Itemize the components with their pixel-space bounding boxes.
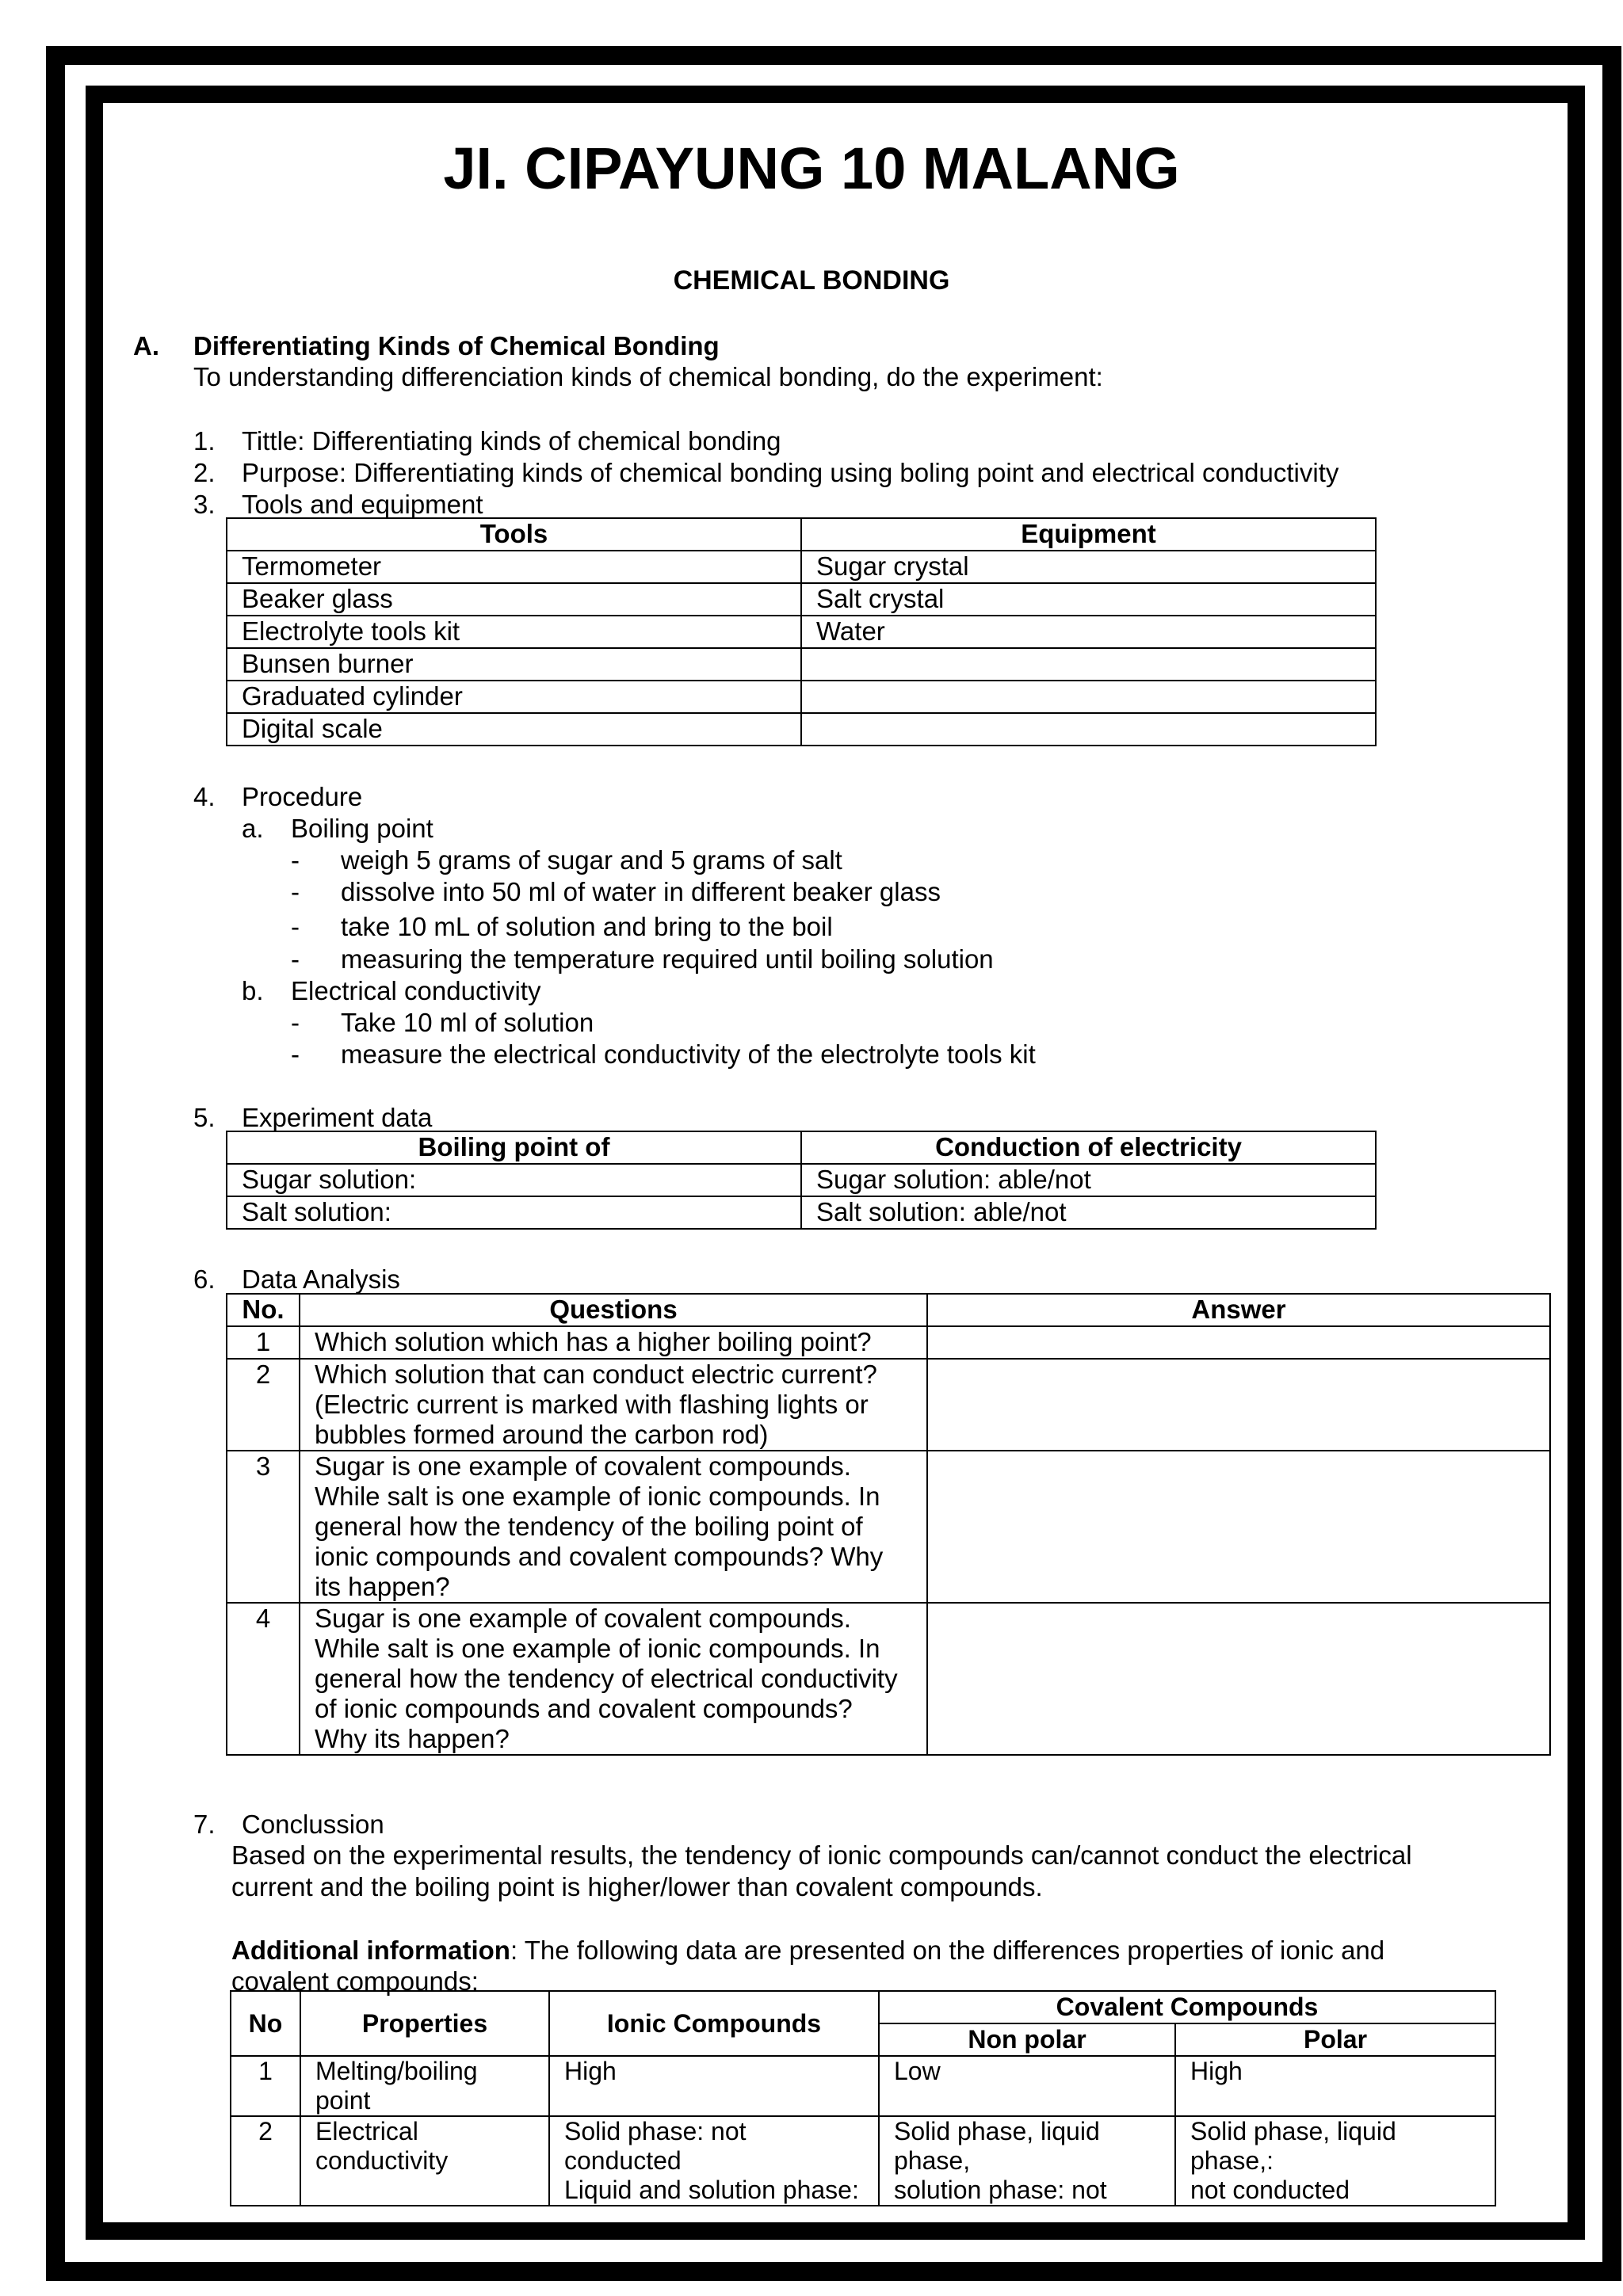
section-heading: Differentiating Kinds of Chemical Bonding: [193, 331, 720, 360]
table-cell: [879, 2116, 1175, 2206]
answer-cell: [927, 1451, 1550, 1603]
table-cell: Sugar solution: able/not: [801, 1164, 1376, 1196]
table-cell: Salt solution:: [227, 1196, 801, 1229]
table-row: [227, 1196, 1376, 1229]
row-number: 2: [227, 1359, 300, 1451]
additional-info: [231, 1935, 1384, 1966]
tools-table: [226, 517, 1377, 746]
table-row: [227, 551, 1376, 583]
cell-line: Low: [894, 2057, 941, 2085]
procedure-step: measure the electrical conductivity of the electrolyte tools kit: [341, 1039, 1036, 1069]
table-cell: Melting/boiling point: [300, 2056, 549, 2116]
item-purpose: Purpose: Differentiating kinds of chemical bonding using boling point and electrical conductivity: [242, 458, 1339, 487]
table-cell: [549, 2116, 879, 2206]
row-number: 4: [227, 1603, 300, 1755]
question-line: While salt is one example of ionic compounds. In: [315, 1482, 880, 1511]
experiment-table: [226, 1131, 1377, 1230]
question-cell: [300, 1451, 927, 1603]
section-intro: To understanding differenciation kinds of chemical bonding, do the experiment:: [193, 362, 1103, 391]
bullet-dash: -: [291, 845, 300, 875]
procedure-step: weigh 5 grams of sugar and 5 grams of salt: [341, 845, 842, 875]
additional-info-text: covalent compounds:: [231, 1966, 479, 1996]
table-row: [227, 1603, 1550, 1755]
answer-cell: [927, 1359, 1550, 1451]
item-tools-heading: Tools and equipment: [242, 490, 483, 519]
procedure-step: dissolve into 50 ml of water in different beaker glass: [341, 877, 941, 906]
row-number: 1: [231, 2056, 300, 2116]
question-line: ionic compounds and covalent compounds? Why: [315, 1542, 884, 1571]
item-number: 1.: [193, 426, 216, 456]
table-cell: Beaker glass: [227, 583, 801, 616]
table-cell: [801, 648, 1376, 681]
table-header: Boiling point of: [227, 1131, 801, 1164]
bullet-dash: -: [291, 912, 300, 941]
table-header: No: [231, 1991, 300, 2056]
question-line: its happen?: [315, 1572, 450, 1601]
question-line: general how the tendency of the boiling point of: [315, 1512, 863, 1541]
table-cell: Salt solution: able/not: [801, 1196, 1376, 1229]
question-line: Sugar is one example of covalent compounds.: [315, 1604, 851, 1633]
table-row: [227, 713, 1376, 746]
item-number: 2.: [193, 458, 216, 487]
table-cell: [801, 713, 1376, 746]
question-line: (Electric current is marked with flashing lights or: [315, 1390, 869, 1419]
table-cell: [1175, 2056, 1495, 2116]
table-cell: Electrolyte tools kit: [227, 616, 801, 648]
table-header: Conduction of electricity: [801, 1131, 1376, 1164]
table-header: Tools: [227, 518, 801, 551]
analysis-table: [226, 1293, 1551, 1756]
question-line: Why its happen?: [315, 1724, 510, 1753]
table-row: [227, 1359, 1550, 1451]
question-line: of ionic compounds and covalent compounds?: [315, 1694, 853, 1723]
table-row: [227, 1451, 1550, 1603]
cell-line: Solid phase, liquid phase,:: [1190, 2117, 1396, 2175]
procedure-step: Take 10 ml of solution: [341, 1008, 594, 1037]
bullet-dash: -: [291, 944, 300, 974]
procedure-heading: Procedure: [242, 782, 363, 811]
row-number: 1: [227, 1326, 300, 1359]
cell-line: Liquid and solution phase:: [564, 2176, 859, 2204]
table-cell: Salt crystal: [801, 583, 1376, 616]
question-line: Which solution which has a higher boiling point?: [315, 1327, 872, 1356]
conclusion-heading: Conclussion: [242, 1810, 384, 1839]
item-number: 7.: [193, 1810, 216, 1839]
conclusion-text: Based on the experimental results, the tendency of ionic compounds can/cannot conduct the electrical: [231, 1840, 1412, 1870]
table-cell: [801, 681, 1376, 713]
cell-line: solution phase: not: [894, 2176, 1107, 2204]
additional-info-label: Additional information: [231, 1936, 510, 1965]
procedure-a-title: Boiling point: [291, 814, 433, 843]
table-header: Properties: [300, 1991, 549, 2056]
table-row: [227, 681, 1376, 713]
table-cell: [1175, 2116, 1495, 2206]
question-line: Sugar is one example of covalent compounds.: [315, 1451, 851, 1481]
properties-table: [230, 1990, 1496, 2206]
table-row: [227, 648, 1376, 681]
item-number: 3.: [193, 490, 216, 519]
table-row: [231, 2056, 1495, 2116]
additional-info-text: : The following data are presented on the differences properties of ionic and: [510, 1936, 1385, 1965]
question-cell: [300, 1359, 927, 1451]
table-row: [227, 1326, 1550, 1359]
table-cell: [549, 2056, 879, 2116]
table-row: [231, 2116, 1495, 2206]
table-header: Questions: [300, 1294, 927, 1326]
answer-cell: [927, 1326, 1550, 1359]
item-number: 6.: [193, 1264, 216, 1294]
answer-cell: [927, 1603, 1550, 1755]
cell-line: Solid phase: not conducted: [564, 2117, 747, 2175]
conclusion-text: current and the boiling point is higher/lower than covalent compounds.: [231, 1872, 1043, 1901]
cell-line: not conducted: [1190, 2176, 1350, 2204]
table-header: Equipment: [801, 518, 1376, 551]
question-line: bubbles formed around the carbon rod): [315, 1420, 769, 1449]
table-cell: Bunsen burner: [227, 648, 801, 681]
table-row: [227, 1164, 1376, 1196]
item-title: Tittle: Differentiating kinds of chemical bonding: [242, 426, 781, 456]
analysis-heading: Data Analysis: [242, 1264, 400, 1294]
item-number: 4.: [193, 782, 216, 811]
table-cell: Electrical conductivity: [300, 2116, 549, 2206]
table-cell: [879, 2056, 1175, 2116]
table-cell: Sugar solution:: [227, 1164, 801, 1196]
procedure-step: measuring the temperature required until boiling solution: [341, 944, 994, 974]
question-cell: [300, 1326, 927, 1359]
table-header: Ionic Compounds: [549, 1991, 879, 2056]
table-header: Answer: [927, 1294, 1550, 1326]
page-subtitle: CHEMICAL BONDING: [673, 265, 950, 296]
question-cell: [300, 1603, 927, 1755]
table-cell: Graduated cylinder: [227, 681, 801, 713]
row-number: 3: [227, 1451, 300, 1603]
bullet-dash: -: [291, 1039, 300, 1069]
table-row: [227, 583, 1376, 616]
table-cell: Water: [801, 616, 1376, 648]
section-letter: A.: [133, 331, 159, 360]
procedure-a-label: a.: [242, 814, 264, 843]
question-line: Which solution that can conduct electric current?: [315, 1360, 877, 1389]
procedure-step: take 10 mL of solution and bring to the boil: [341, 912, 833, 941]
row-number: 2: [231, 2116, 300, 2206]
cell-line: Solid phase, liquid phase,: [894, 2117, 1100, 2175]
bullet-dash: -: [291, 877, 300, 906]
table-header: Covalent Compounds: [879, 1991, 1495, 2023]
procedure-b-title: Electrical conductivity: [291, 976, 541, 1005]
cell-line: High: [564, 2057, 617, 2085]
question-line: general how the tendency of electrical conductivity: [315, 1664, 898, 1693]
question-line: While salt is one example of ionic compounds. In: [315, 1634, 880, 1663]
table-header: Polar: [1175, 2023, 1495, 2056]
page-title: JI. CIPAYUNG 10 MALANG: [443, 135, 1180, 201]
table-header: Non polar: [879, 2023, 1175, 2056]
table-cell: Digital scale: [227, 713, 801, 746]
bullet-dash: -: [291, 1008, 300, 1037]
table-cell: Sugar crystal: [801, 551, 1376, 583]
item-number: 5.: [193, 1103, 216, 1132]
table-cell: Termometer: [227, 551, 801, 583]
table-row: [227, 616, 1376, 648]
experiment-heading: Experiment data: [242, 1103, 433, 1132]
cell-line: High: [1190, 2057, 1243, 2085]
procedure-b-label: b.: [242, 976, 264, 1005]
table-header: No.: [227, 1294, 300, 1326]
